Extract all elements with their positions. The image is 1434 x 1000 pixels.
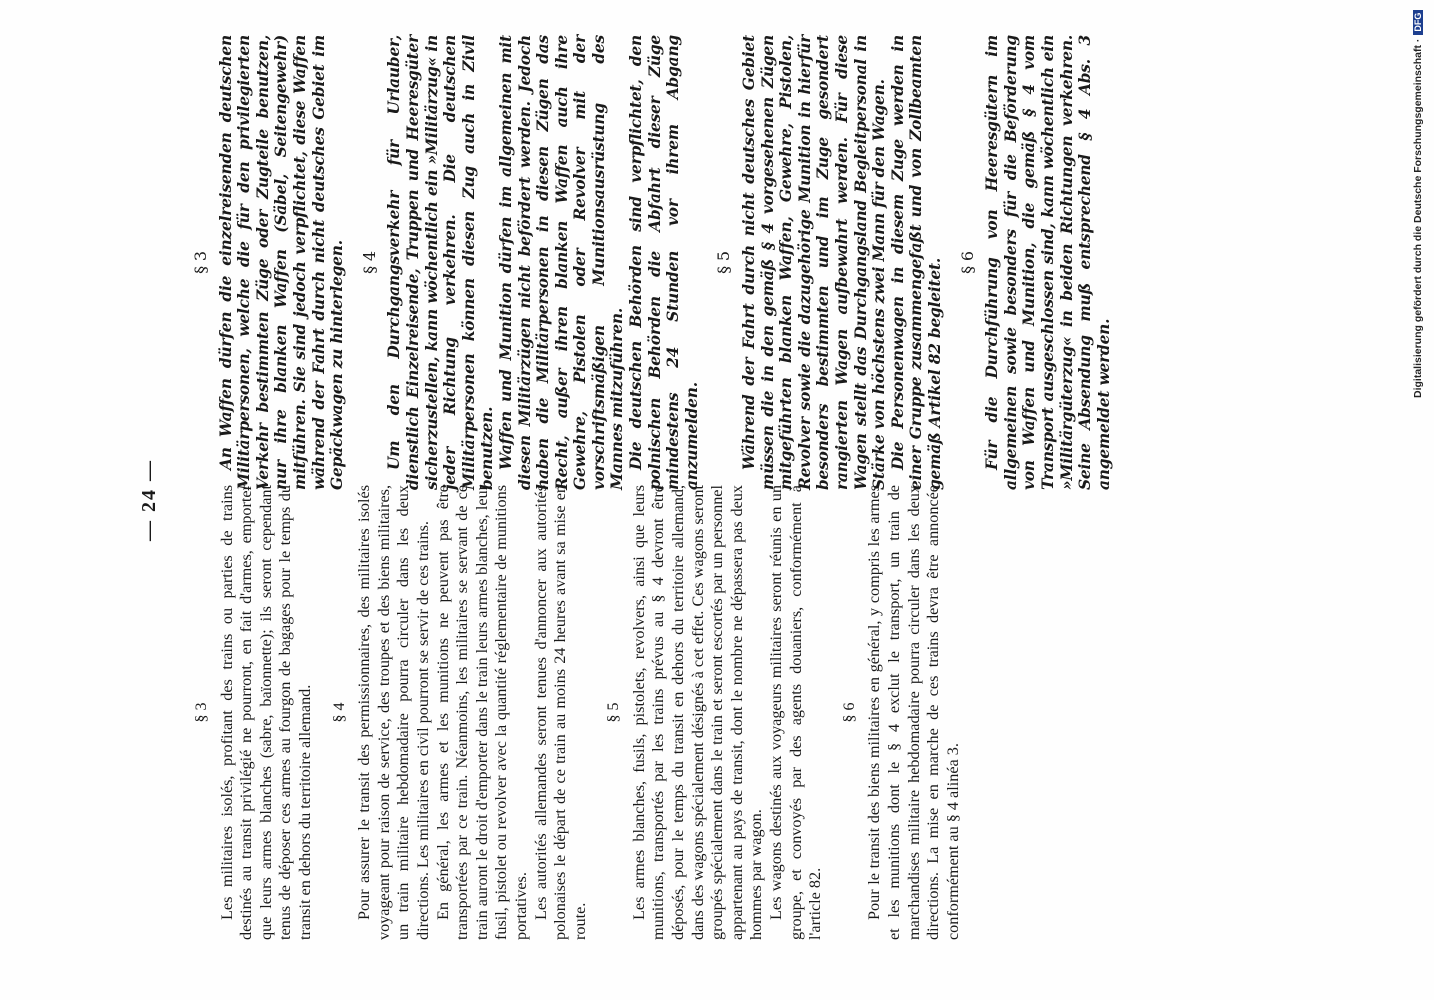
paragraph: Während der Fahrt durch nicht deutsches Gebiet müssen die in den gemäß § 4 vorgesehenen Zügen mitgeführten blanken Waffen, Gewehre, Pistolen, Revolver sowie die dazugehörige Munition in hierfür besonders bestimmten und im Zuge gesondert rangierten Wagen aufbewahrt werden. Für diese Wagen stellt das Durchgangsland Begleitpersonal in Stärke von höchstens zwei Mann für den Wagen. (740, 35, 889, 490)
paragraph: Die deutschen Behörden sind verpflichtet, den polnischen Behörden die Abfahrt dieser Züge mindestens 24 Stunden vor ihrem Abgang anzumelden. (627, 35, 701, 490)
section-heading: § 5 (714, 251, 734, 274)
paragraph: Les militaires isolés, profitant des trains ou parties de trains destinés au transit privilégié ne pourront, en fait d'armes, emporter que leurs armes blanches (sabre, baïonnette); ils seront cependant tenus de déposer ces armes au fourgon de bagages pour le temps du transit en dehors du territoire allemand. (217, 485, 314, 940)
german-section-4 (361, 35, 702, 490)
paragraph: An Waffen dürfen die einzelreisenden deutschen Militärpersonen, welche die für den privilegierten Verkehr bestimmten Züge oder Zugteile benutzen, nur ihre blanken Waffen (Säbel, Seitengewehr) mitführen. Sie sind jedoch verpflichtet, diese Waffen während der Fahrt durch nicht deutsches Gebiet im Gepäckwagen zu hinterlegen. (216, 35, 347, 490)
section-heading: § 6 (840, 702, 858, 723)
german-section-3 (192, 35, 347, 490)
french-section-4 (330, 485, 591, 940)
paragraph: Um den Durchgangsverkehr für Urlauber, dienstlich Einzelreisende, Truppen und Heeresgüter sicherzustellen, kann wöchentlich ein »Militärzug« in jeder Richtung verkehren. Die deutschen Militärpersonen können diesen Zug auch in Zivil benutzen. (385, 35, 497, 490)
french-section-5 (604, 485, 826, 940)
paragraph: Les autorités allemandes seront tenues d'annoncer aux autorités polonaises le départ de ce train au moins 24 heures avant sa mise en route. (531, 485, 589, 940)
german-section-5 (715, 35, 944, 490)
french-section-6 (840, 485, 964, 940)
section-heading: § 6 (957, 251, 977, 274)
digitization-credit (1408, 8, 1430, 398)
french-section-3 (192, 485, 316, 940)
german-column (186, 35, 1127, 490)
paragraph: Waffen und Munition dürfen im allgemeinen mit diesen Militärzügen nicht befördert werden. Jedoch haben die Militärpersonen in diesen Zügen das Recht, außer ihren blanken Waffen auch ihre Gewehre, Pistolen oder Revolver mit der vorschriftsmäßigen Munitionsausrüstung des Mannes mitzuführen. (496, 35, 627, 490)
section-heading: § 4 (330, 702, 348, 723)
paragraph: Les wagons destinés aux voyageurs militaires seront réunis en un groupe, et convoyés par des agents douaniers, conformément à l'article 82. (767, 485, 825, 940)
section-heading: § 4 (359, 251, 379, 274)
dfg-logo: DFG (1413, 10, 1423, 35)
credit-text: Digitalisierung gefördert durch die Deutsche Forschungsgemeinschaft · (1412, 38, 1424, 398)
paragraph: Die Personenwagen in diesem Zuge werden in einer Gruppe zusammengefaßt und von Zollbeamten gemäß Artikel 82 begleitet. (888, 35, 944, 490)
paragraph: Pour le transit des biens militaires en général, y compris les armes et les munitions dont le § 4 exclut le transport, un train de marchandises militaire hebdomadaire pourra circuler dans les deux directions. La mise en marche de ces trains devra être annoncée conformément au § 4 alinéa 3. (865, 485, 962, 940)
german-section-6 (959, 35, 1114, 490)
paragraph: En général, les armes et les munitions ne peuvent pas être transportées par ce train. Néanmoins, les militaires se servant de ce train auront le droit d'emporter dans le train leurs armes blanches, leur fusil, pistolet ou revolver avec la quantité réglementaire de munitions portatives. (433, 485, 530, 940)
section-heading: § 3 (193, 702, 210, 723)
paragraph: Les armes blanches, fusils, pistolets, revolvers, ainsi que leurs munitions, transportés par les trains prévus au § 4 devront être déposés, pour le temps du transit en dehors du territoire allemand, dans des wagons spécialement désignés à cet effet. Ces wagons seront groupés spécialement dans le train et seront escortés par un personnel appartenant au pays de transit, dont le nombre ne dépassera pas deux hommes par wagon. (629, 485, 766, 940)
section-heading: § 3 (191, 251, 210, 274)
paragraph: Pour assurer le transit des permissionnaires, des militaires isolés voyageant pour raison de service, des troupes et des biens militaires, un train militaire hebdomadaire pourra circuler dans les deux directions. Les militaires en civil pourront se servir de ces trains. (355, 485, 432, 940)
paragraph: Für die Durchführung von Heeresgütern im allgemeinen sowie besonders für die Beförderung von Waffen und Munition, die gemäß § 4 vom Transport ausgeschlossen sind, kann wöchentlich ein »Militärgüterzug« in beiden Richtungen verkehren. Seine Absendung muß entsprechend § 4 Abs. 3 angemeldet werden. (983, 35, 1113, 490)
french-column (186, 485, 977, 940)
page-number: — 24 — (138, 459, 160, 541)
section-heading: § 5 (605, 702, 623, 723)
